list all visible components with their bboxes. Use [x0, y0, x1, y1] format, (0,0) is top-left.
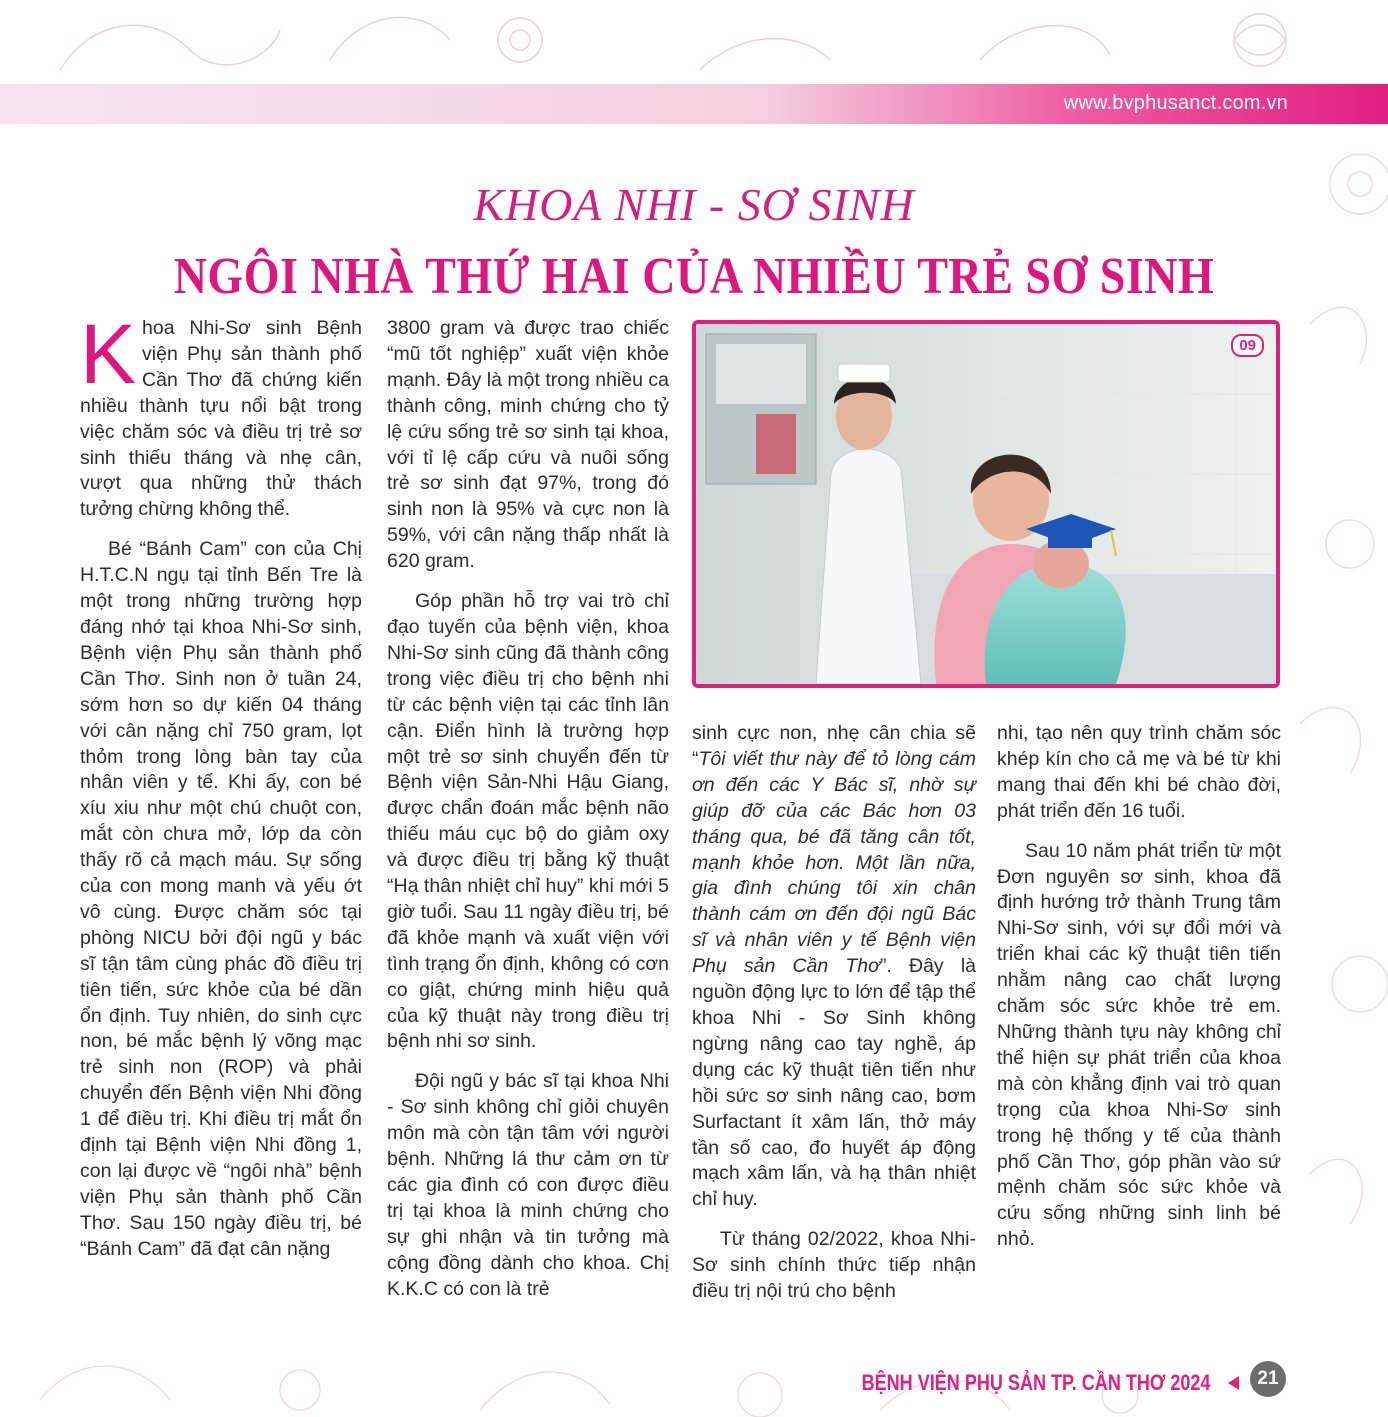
- photo-illustration: [696, 324, 1276, 684]
- paragraph-text: ”. Đây là nguồn động lực to lớn để tập thể khoa Nhi - Sơ Sinh không ngừng nâng cao tay nghề, áp dụng các kỹ thuật tiên tiến như hồi sức sơ sinh nâng cao, bơm Surfactant ít xâm lấn, thở máy tần số cao, đo huyết áp động mạch xâm lấn, và hạ thân nhiệt chỉ huy.: [692, 955, 976, 1211]
- testimonial-quote: Tôi viết thư này để tỏ lòng cám ơn đến các Y Bác sĩ, nhờ sự giúp đỡ của các Bác hơn 03 tháng qua, bé đã tăng cân tốt, mạnh khỏe hơn. Một lần nữa, gia đình chúng tôi xin chân thành cám ơn đến đội ngũ Bác sĩ và nhân viên y tế Bệnh viện Phụ sản Cần Thơ: [692, 747, 976, 978]
- arrow-left-icon: [1228, 1376, 1239, 1390]
- paragraph: Góp phần hỗ trợ vai trò chỉ đạo tuyến của bệnh viện, khoa Nhi-Sơ sinh cũng đã thành công trong việc điều trị cho bệnh nhi từ các bệnh viện tại các tỉnh lân cận. Điển hình là trường hợp một trẻ sơ sinh chuyển đến từ Bệnh viện Sản-Nhi Hậu Giang, được chẩn đoán mắc bệnh não thiếu máu cục bộ do giảm oxy và được điều trị bằng kỹ thuật “Hạ thân nhiệt chỉ huy” khi mới 5 giờ tuổi. Sau 11 ngày điều trị, bé đã khỏe mạnh và xuất viện với tình trạng ổn định, không có cơn co giật, chứng minh hiệu quả của kỹ thuật này trong điều trị bệnh nhi sơ sinh.: [387, 590, 669, 1053]
- article-headline: NGÔI NHÀ THỨ HAI CỦA NHIỀU TRẺ SƠ SINH: [173, 247, 1215, 305]
- paragraph: [80, 307, 362, 523]
- floral-decoration-top: [0, 0, 1388, 84]
- article-column-1: [80, 307, 362, 1263]
- floral-decoration-right: [1290, 124, 1388, 1364]
- paragraph: nhi, tạo nên quy trình chăm sóc khép kín cho cả mẹ và bé từ khi mang thai đến khi bé chào đời, phát triển đến 16 tuổi.: [997, 722, 1281, 822]
- article-photo: [692, 320, 1280, 688]
- website-url[interactable]: www.bvphusanct.com.vn: [1063, 92, 1288, 114]
- paragraph: Bé “Bánh Cam” con của Chị H.T.C.N ngụ tại tỉnh Bến Tre là một trong những trường hợp đáng nhớ tại khoa Nhi-Sơ sinh, Bệnh viện Phụ sản thành phố Cần Thơ. Sinh non ở tuần 24, sớm hơn so dự kiến 04 tháng với cân nặng chỉ 750 gram, lọt thỏm trong lòng bàn tay của nhân viên y tế. Khi ấy, con bé xíu xiu như một chú chuột con, mắt còn chưa mở, lớp da còn thấy rõ cả mạch máu. Sự sống của con mong manh và yếu ớt vô cùng. Được chăm sóc tại phòng NICU bởi đội ngũ y bác sĩ tận tâm cùng phác đồ điều trị tiên tiến, sức khỏe của bé dần ổn định. Tuy nhiên, do sinh cực non, bé mắc bệnh lý võng mạc trẻ sinh non (ROP) và phải chuyển đến Bệnh viện Nhi đồng 1 để điều trị. Khi điều trị mắt ổn định tại Bệnh viện Nhi đồng 1, con lại được về “ngôi nhà” bệnh viện Phụ sản thành phố Cần Thơ. Sau 150 ngày điều trị, bé “Bánh Cam” đã đạt cân nặng: [80, 538, 362, 1260]
- drop-cap: K: [80, 307, 137, 401]
- publication-footer: BỆNH VIỆN PHỤ SẢN TP. CẦN THƠ 2024: [861, 1370, 1210, 1395]
- floral-decoration-bottom: [0, 1300, 1388, 1417]
- article-column-4: [997, 721, 1281, 1253]
- paragraph-text: sinh cực non, nhẹ cân chia sẽ “: [692, 722, 976, 770]
- page-number-badge: 21: [1250, 1361, 1286, 1397]
- paragraph: [692, 721, 976, 1213]
- paragraph: Sau 10 năm phát triển từ một Đơn nguyên sơ sinh, khoa đã định hướng trở thành Trung tâm Nhi-Sơ sinh, với sự đổi mới và triển khai các kỹ thuật tiên tiến nhằm nâng cao chất lượng chăm sóc sức khỏe trẻ em. Những thành tựu này không chỉ thể hiện sự phát triển của khoa mà còn khẳng định vai trò quan trọng của khoa Nhi-Sơ sinh trong hệ thống y tế của thành phố Cần Thơ, góp phần vào sứ mệnh chăm sóc sức khỏe và cứu sống những sinh linh bé nhỏ.: [997, 839, 1281, 1251]
- paragraph: Từ tháng 02/2022, khoa Nhi-Sơ sinh chính thức tiếp nhận điều trị nội trú cho bệnh: [692, 1228, 976, 1303]
- article-column-3: [692, 721, 976, 1305]
- article-column-2: [387, 316, 669, 1303]
- article-kicker: KHOA NHI - SƠ SINH: [473, 179, 915, 230]
- paragraph: 3800 gram và được trao chiếc “mũ tốt nghiệp” xuất viện khỏe mạnh. Đây là một trong nhiều ca thành công, minh chứng cho tỷ lệ cứu sống trẻ sơ sinh tại khoa, với tỉ lệ cấp cứu và nuôi sống trẻ sơ sinh đạt 97%, trong đó sinh non là 95% và cực non là 59%, với cân nặng thấp nhất là 620 gram.: [387, 317, 669, 573]
- paragraph-text: hoa Nhi-Sơ sinh Bệnh viện Phụ sản thành phố Cần Thơ đã chứng kiến nhiều thành tựu nổi bật trong việc chăm sóc và điều trị trẻ sơ sinh thiếu tháng và nhẹ cân, vượt qua những thử thách tưởng chừng không thể.: [80, 317, 362, 521]
- paragraph: Đội ngũ y bác sĩ tại khoa Nhi - Sơ sinh không chỉ giỏi chuyên môn mà còn tận tâm với người bệnh. Những lá thư cảm ơn từ các gia đình có con được điều trị tại khoa là minh chứng cho sự ghi nhận và tin tưởng mà cộng đồng dành cho khoa. Chị K.K.C có con là trẻ: [387, 1070, 669, 1300]
- photo-badge: 09: [1231, 334, 1264, 357]
